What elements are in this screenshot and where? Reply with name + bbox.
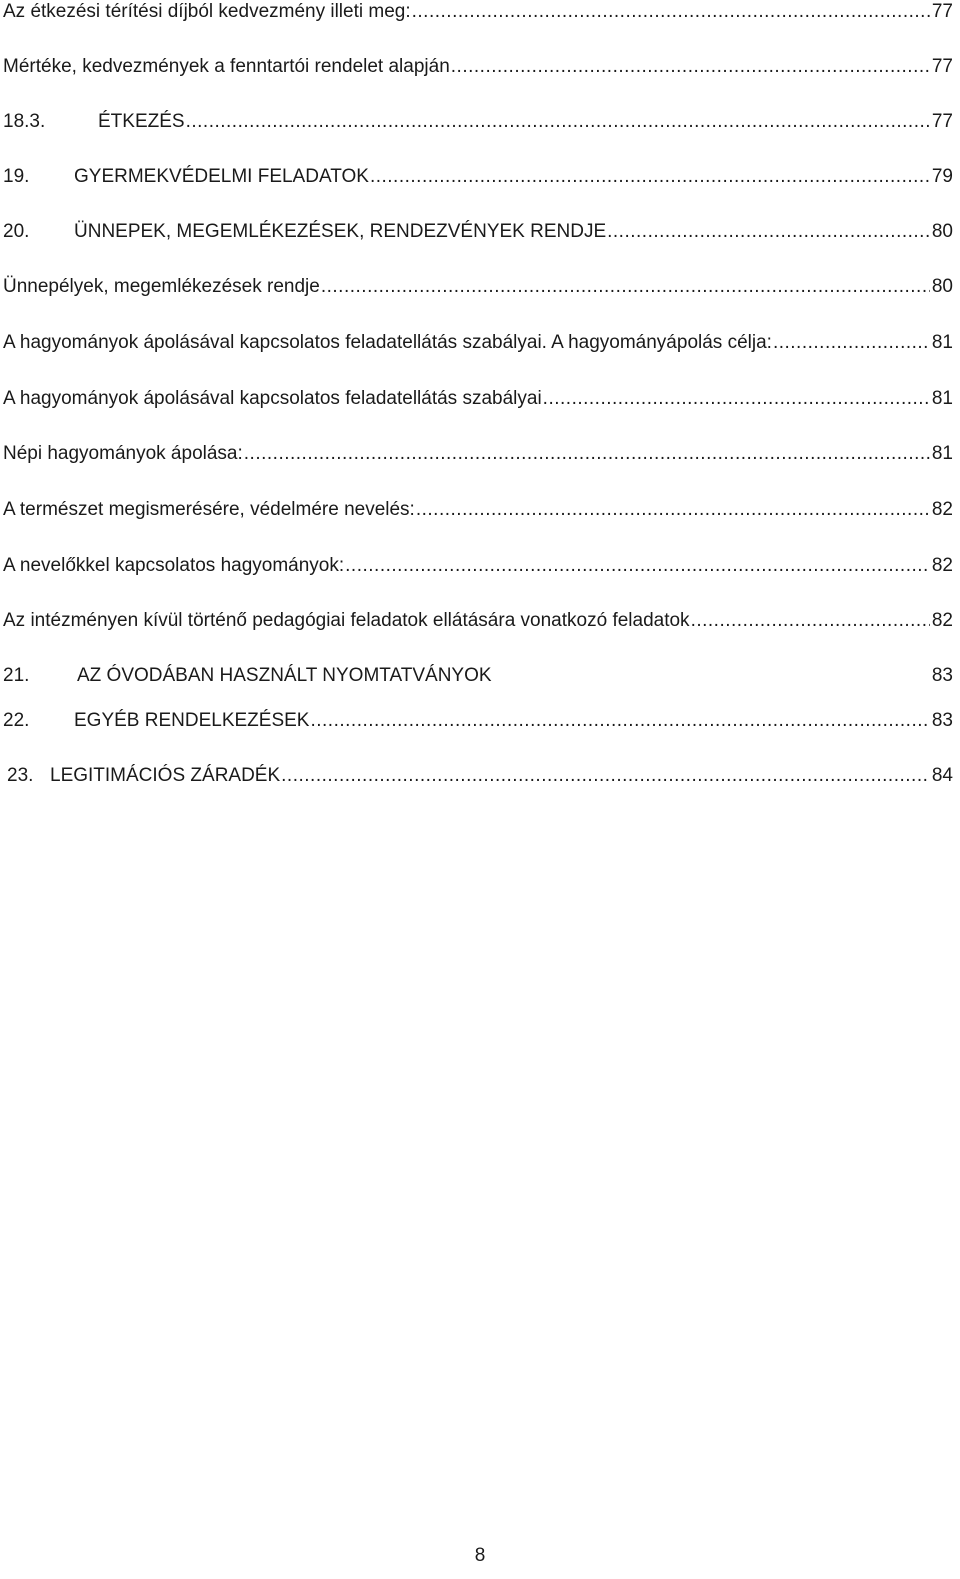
toc-entry[interactable] xyxy=(3,107,953,137)
toc-entry-title: EGYÉB RENDELKEZÉSEK xyxy=(74,710,310,731)
toc-entry-page: 77 xyxy=(931,56,953,77)
toc-entry-number: 22. xyxy=(3,710,30,731)
toc-entry-number: 20. xyxy=(3,221,30,242)
toc-entry[interactable] xyxy=(3,706,953,736)
toc-entry-title: LEGITIMÁCIÓS ZÁRADÉK xyxy=(50,765,281,786)
toc-entry-page: 77 xyxy=(931,111,953,132)
toc-leader-dots xyxy=(416,495,930,525)
toc-entry-page: 77 xyxy=(931,1,953,22)
toc-entry-number: 19. xyxy=(3,166,30,187)
toc-leader-dots xyxy=(543,384,930,414)
toc-entry-title: A hagyományok ápolásával kapcsolatos feladatellátás szabályai xyxy=(3,388,542,409)
toc-entry-page: 83 xyxy=(931,665,953,686)
toc-entry-page: 81 xyxy=(931,443,953,464)
toc-entry[interactable] xyxy=(3,551,953,581)
toc-entry[interactable] xyxy=(7,761,953,791)
toc-entry-page: 82 xyxy=(931,555,953,576)
toc-entry-number: 23. xyxy=(7,765,34,786)
toc-entry-title: Mértéke, kedvezmények a fenntartói rendelet alapján xyxy=(3,56,450,77)
toc-entry-page: 82 xyxy=(931,499,953,520)
toc-entry-page: 79 xyxy=(931,166,953,187)
toc-entry-page: 83 xyxy=(931,710,953,731)
toc-entry[interactable] xyxy=(3,439,953,469)
toc-entry-title: A természet megismerésére, védelmére nevelés: xyxy=(3,499,415,520)
toc-entry-title: Ünnepélyek, megemlékezések rendje xyxy=(3,276,320,297)
toc-entry[interactable] xyxy=(3,272,953,302)
toc-entry-title: A nevelőkkel kapcsolatos hagyományok: xyxy=(3,555,345,576)
toc-entry-page: 82 xyxy=(931,610,953,631)
toc-entry-title: ÜNNEPEK, MEGEMLÉKEZÉSEK, RENDEZVÉNYEK RENDJE xyxy=(74,221,607,242)
toc-entry-number: 21. xyxy=(3,665,30,686)
toc-leader-dots xyxy=(310,706,929,736)
toc-entry-page: 81 xyxy=(931,388,953,409)
toc-entry-title: AZ ÓVODÁBAN HASZNÁLT NYOMTATVÁNYOK xyxy=(77,665,492,686)
toc-entry-title: A hagyományok ápolásával kapcsolatos feladatellátás szabályai. A hagyományápolás célja: xyxy=(3,332,772,353)
toc-leader-dots xyxy=(281,761,930,791)
toc-leader-dots xyxy=(412,0,930,27)
toc-entry[interactable] xyxy=(3,52,953,82)
toc-entry[interactable] xyxy=(3,384,953,414)
toc-leader-dots xyxy=(321,272,930,302)
toc-leader-dots xyxy=(345,551,930,581)
toc-leader-dots xyxy=(451,52,930,82)
toc-entry-title: Az intézményen kívül történő pedagógiai feladatok ellátására vonatkozó feladatok xyxy=(3,610,690,631)
toc-leader-dots xyxy=(773,328,930,358)
toc-leader-dots xyxy=(186,107,930,137)
page-number: 8 xyxy=(474,1545,486,1566)
toc-entry[interactable] xyxy=(3,162,953,192)
toc-leader-dots xyxy=(691,606,930,636)
toc-leader-dots xyxy=(607,217,930,247)
toc-entry[interactable] xyxy=(3,661,953,691)
toc-entry[interactable] xyxy=(3,0,953,27)
toc-entry-title: Népi hagyományok ápolása: xyxy=(3,443,243,464)
toc-entry-number: 18.3. xyxy=(3,111,46,132)
toc-entry[interactable] xyxy=(3,217,953,247)
toc-entry-page: 80 xyxy=(931,276,953,297)
toc-entry-title: Az étkezési térítési díjból kedvezmény illeti meg: xyxy=(3,1,411,22)
toc-entry-page: 84 xyxy=(931,765,953,786)
toc-leader-dots xyxy=(370,162,930,192)
toc-entry[interactable] xyxy=(3,606,953,636)
toc-entry-page: 81 xyxy=(931,332,953,353)
toc-entry-title: ÉTKEZÉS xyxy=(98,111,185,132)
toc-leader-dots xyxy=(244,439,930,469)
toc-entry-page: 80 xyxy=(931,221,953,242)
toc-entry[interactable] xyxy=(3,495,953,525)
toc-entry[interactable] xyxy=(3,328,953,358)
toc-entry-title: GYERMEKVÉDELMI FELADATOK xyxy=(74,166,369,187)
